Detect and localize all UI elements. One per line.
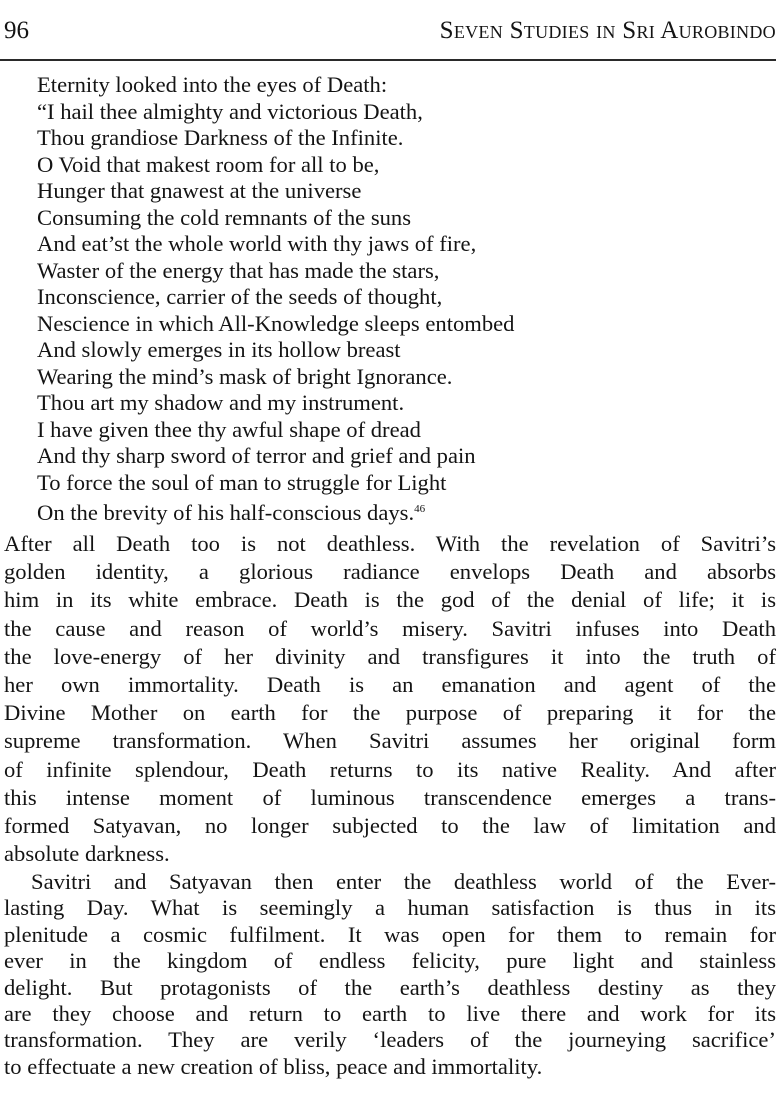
poem-line-text: Waster of the energy that has made the stars,	[37, 257, 440, 283]
poem-line	[37, 390, 514, 417]
poem-line	[37, 125, 514, 152]
poem-line	[37, 72, 514, 99]
poem-line-text: Nescience in which All-Knowledge sleeps entombed	[37, 310, 515, 336]
poem-line	[37, 231, 514, 258]
paragraph-line: are they choose and return to earth to live there and work for its	[4, 1000, 776, 1026]
footnote-reference: 46	[414, 503, 426, 515]
poem-line-text: On the brevity of his half-conscious days.	[37, 500, 415, 525]
paragraph-line: him in its white embrace. Death is the god of the denial of life; it is	[4, 587, 776, 613]
poem-line	[37, 470, 514, 497]
paragraph-line: lasting Day. What is seemingly a human satisfaction is thus in its	[4, 895, 776, 921]
paragraph-line: After all Death too is not deathless. With the revelation of Savitri’s	[4, 531, 776, 556]
poem-line-text: Wearing the mind’s mask of bright Ignorance.	[37, 363, 453, 389]
poem-line	[37, 178, 514, 205]
poem-line-text: And eat’st the whole world with thy jaws of fire,	[37, 231, 477, 256]
poem-line	[37, 496, 514, 527]
poem-line	[37, 443, 514, 470]
poem-line-text: Eternity looked into the eyes of Death:	[37, 72, 388, 97]
paragraph-line: ever in the kingdom of endless felicity, pure light and stainless	[4, 948, 776, 974]
paragraph-line: to effectuate a new creation of bliss, peace and immortality.	[4, 1053, 543, 1079]
running-title: Seven Studies in Sri Aurobindo	[439, 17, 776, 44]
paragraph-line: the love-energy of her divinity and transfigures it into the truth of	[4, 643, 776, 669]
header-rule	[0, 59, 776, 61]
paragraph-2	[4, 869, 776, 1080]
poem-line	[37, 258, 514, 285]
poem-line	[37, 284, 514, 311]
poem-line	[37, 311, 514, 338]
paragraph-line: the cause and reason of world’s misery. Savitri infuses into Death	[4, 615, 776, 641]
poem-line-text: And thy sharp sword of terror and grief and pain	[37, 443, 476, 468]
paragraph-line: formed Satyavan, no longer subjected to the law of limitation and	[4, 812, 776, 838]
paragraph-line: Savitri and Satyavan then enter the deathless world of the Ever-	[31, 869, 776, 894]
poem-line-text: I have given thee thy awful shape of dread	[37, 416, 421, 442]
page-number: 96	[4, 17, 29, 44]
poem-line-text: Thou art my shadow and my instrument.	[37, 390, 405, 415]
paragraph-line: transformation. They are verily ‘leaders of the journeying sacrifice’	[4, 1027, 776, 1053]
poem-line	[37, 417, 514, 444]
poem-line-text: “I hail thee almighty and victorious Death,	[37, 98, 423, 124]
poem-line-text: Hunger that gnawest at the universe	[37, 178, 362, 203]
poem-line	[37, 99, 514, 126]
poem-quotation	[37, 72, 514, 527]
paragraph-1	[4, 530, 776, 868]
poem-line-text: And slowly emerges in its hollow breast	[37, 337, 401, 362]
paragraph-line: plenitude a cosmic fulfilment. It was open for them to remain for	[4, 921, 776, 947]
poem-line	[37, 364, 514, 391]
poem-line-text: O Void that makest room for all to be,	[37, 151, 380, 177]
paragraph-line: golden identity, a glorious radiance envelops Death and absorbs	[4, 559, 776, 585]
poem-line-text: Inconscience, carrier of the seeds of thought,	[37, 284, 443, 309]
paragraph-line: delight. But protagonists of the earth’s deathless destiny as they	[4, 974, 776, 1000]
poem-line-text: To force the soul of man to struggle for Light	[37, 469, 447, 495]
poem-line	[37, 205, 514, 232]
poem-line	[37, 152, 514, 179]
poem-line	[37, 337, 514, 364]
poem-line-text: Thou grandiose Darkness of the Infinite.	[37, 125, 404, 150]
paragraph-line: Divine Mother on earth for the purpose of preparing it for the	[4, 700, 776, 726]
paragraph-line: her own immortality. Death is an emanation and agent of the	[4, 671, 776, 697]
paragraph-line: supreme transformation. When Savitri assumes her original form	[4, 728, 776, 754]
paragraph-line: absolute darkness.	[4, 841, 170, 867]
paragraph-line: this intense moment of luminous transcendence emerges a trans-	[4, 784, 776, 810]
paragraph-line: of infinite splendour, Death returns to its native Reality. And after	[4, 756, 776, 782]
poem-line-text: Consuming the cold remnants of the suns	[37, 204, 412, 230]
